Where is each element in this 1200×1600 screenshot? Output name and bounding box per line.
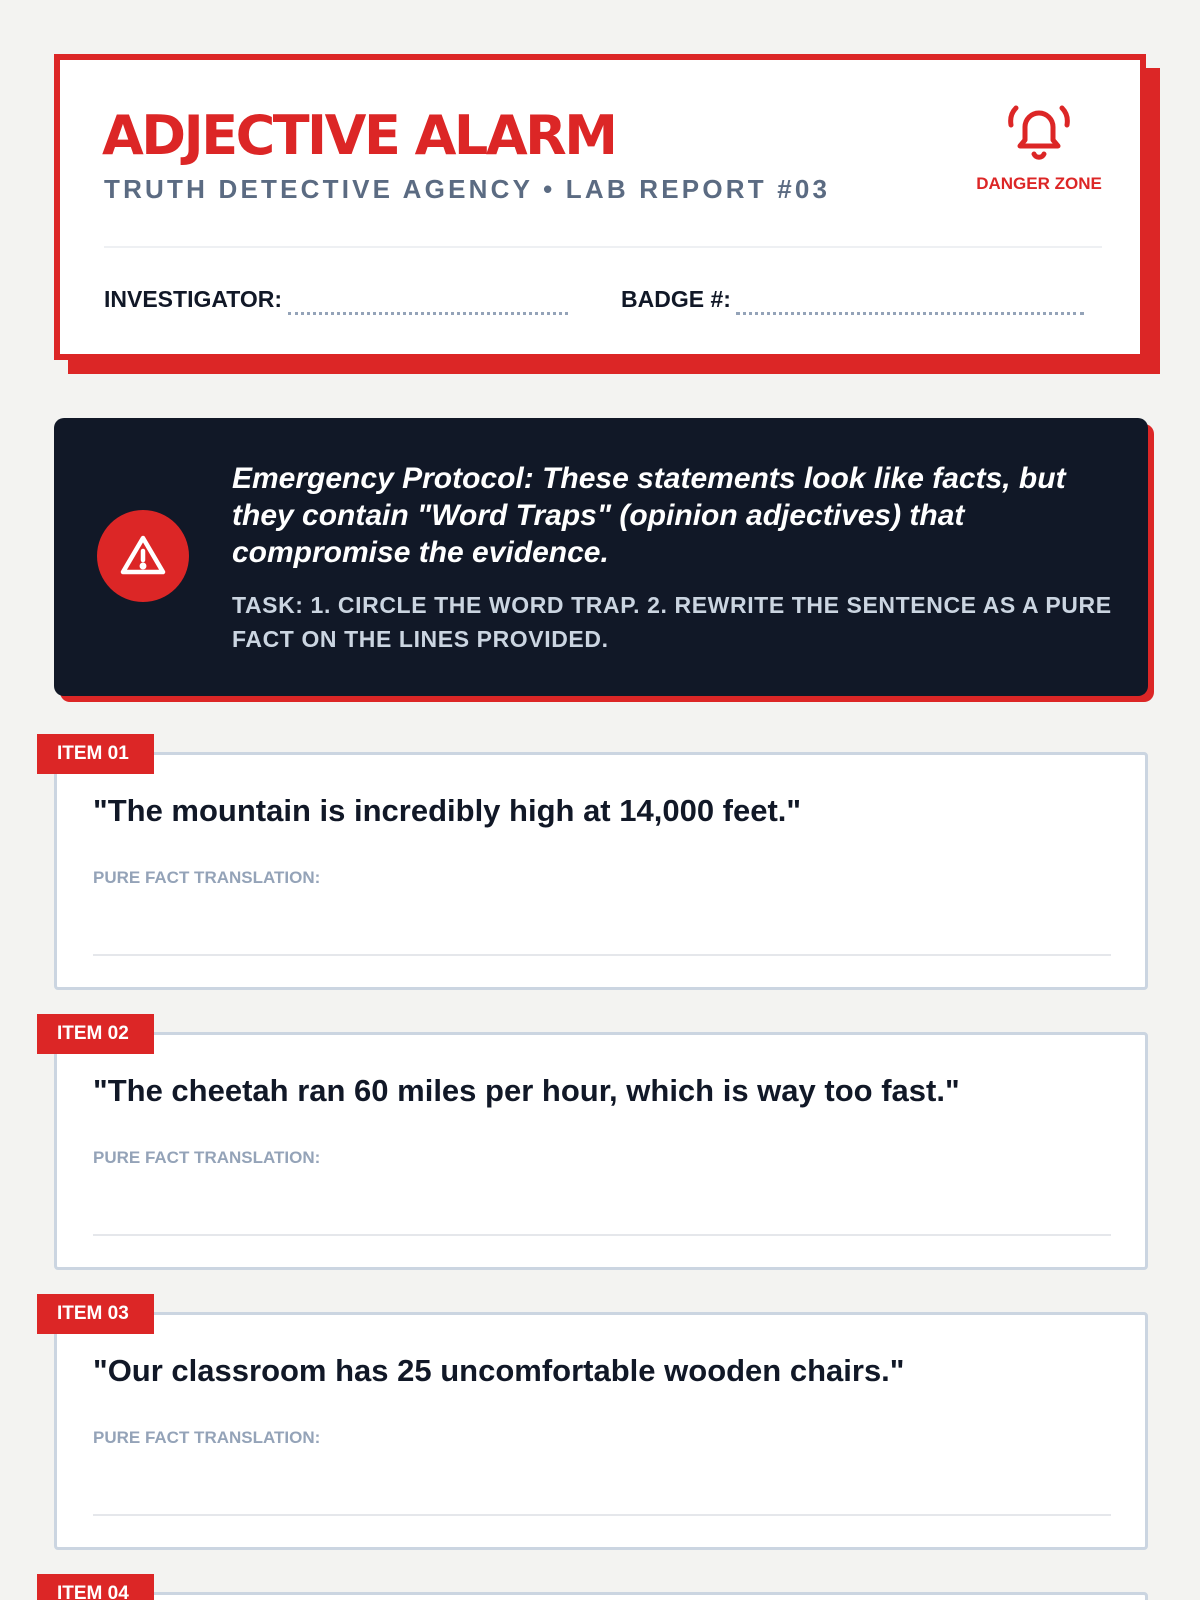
- warning-icon: [117, 530, 169, 582]
- item-tag: ITEM 02: [37, 1014, 154, 1054]
- badge-number-label: BADGE #:: [621, 286, 731, 312]
- danger-zone-label: DANGER ZONE: [976, 174, 1102, 193]
- item-tag: ITEM 01: [37, 734, 154, 774]
- item-card: [54, 752, 1148, 990]
- item-answer-line[interactable]: [93, 1514, 1111, 1516]
- item-statement: "The mountain is incredibly high at 14,000 feet.": [93, 793, 802, 828]
- page-title: ADJECTIVE ALARM: [102, 104, 616, 167]
- item-tag: ITEM 04: [37, 1574, 154, 1600]
- item-statement: "Our classroom has 25 uncomfortable wooden chairs.": [93, 1353, 905, 1388]
- item-answer-label: PURE FACT TRANSLATION:: [93, 1428, 321, 1447]
- item-card: [54, 1592, 1148, 1600]
- item-statement: "The cheetah ran 60 miles per hour, which is way too fast.": [93, 1073, 960, 1108]
- investigator-field[interactable]: [288, 312, 568, 315]
- danger-zone-badge: [974, 100, 1104, 194]
- protocol-panel: [54, 418, 1148, 696]
- item-card: [54, 1032, 1148, 1270]
- protocol-text: Emergency Protocol: These statements look like facts, but they contain "Word Traps" (opinion adjectives) that compromise the evidence.: [232, 462, 1066, 569]
- item-tag: ITEM 03: [37, 1294, 154, 1334]
- protocol-task: TASK: 1. CIRCLE THE WORD TRAP. 2. REWRITE THE SENTENCE AS A PURE FACT ON THE LINES PROVIDED.: [232, 592, 1112, 652]
- item-answer-label: PURE FACT TRANSLATION:: [93, 868, 321, 887]
- page-subtitle: TRUTH DETECTIVE AGENCY • LAB REPORT #03: [104, 174, 831, 204]
- list-item: [0, 1574, 1200, 1600]
- badge-number-field[interactable]: [736, 312, 1084, 315]
- item-card: [54, 1312, 1148, 1550]
- item-answer-label: PURE FACT TRANSLATION:: [93, 1148, 321, 1167]
- item-answer-line[interactable]: [93, 1234, 1111, 1236]
- item-answer-line[interactable]: [93, 954, 1111, 956]
- warning-badge: [97, 510, 189, 602]
- bell-icon: [1007, 100, 1071, 164]
- investigator-label: INVESTIGATOR:: [104, 286, 283, 312]
- header-divider: [104, 246, 1102, 248]
- header-card: [54, 54, 1146, 360]
